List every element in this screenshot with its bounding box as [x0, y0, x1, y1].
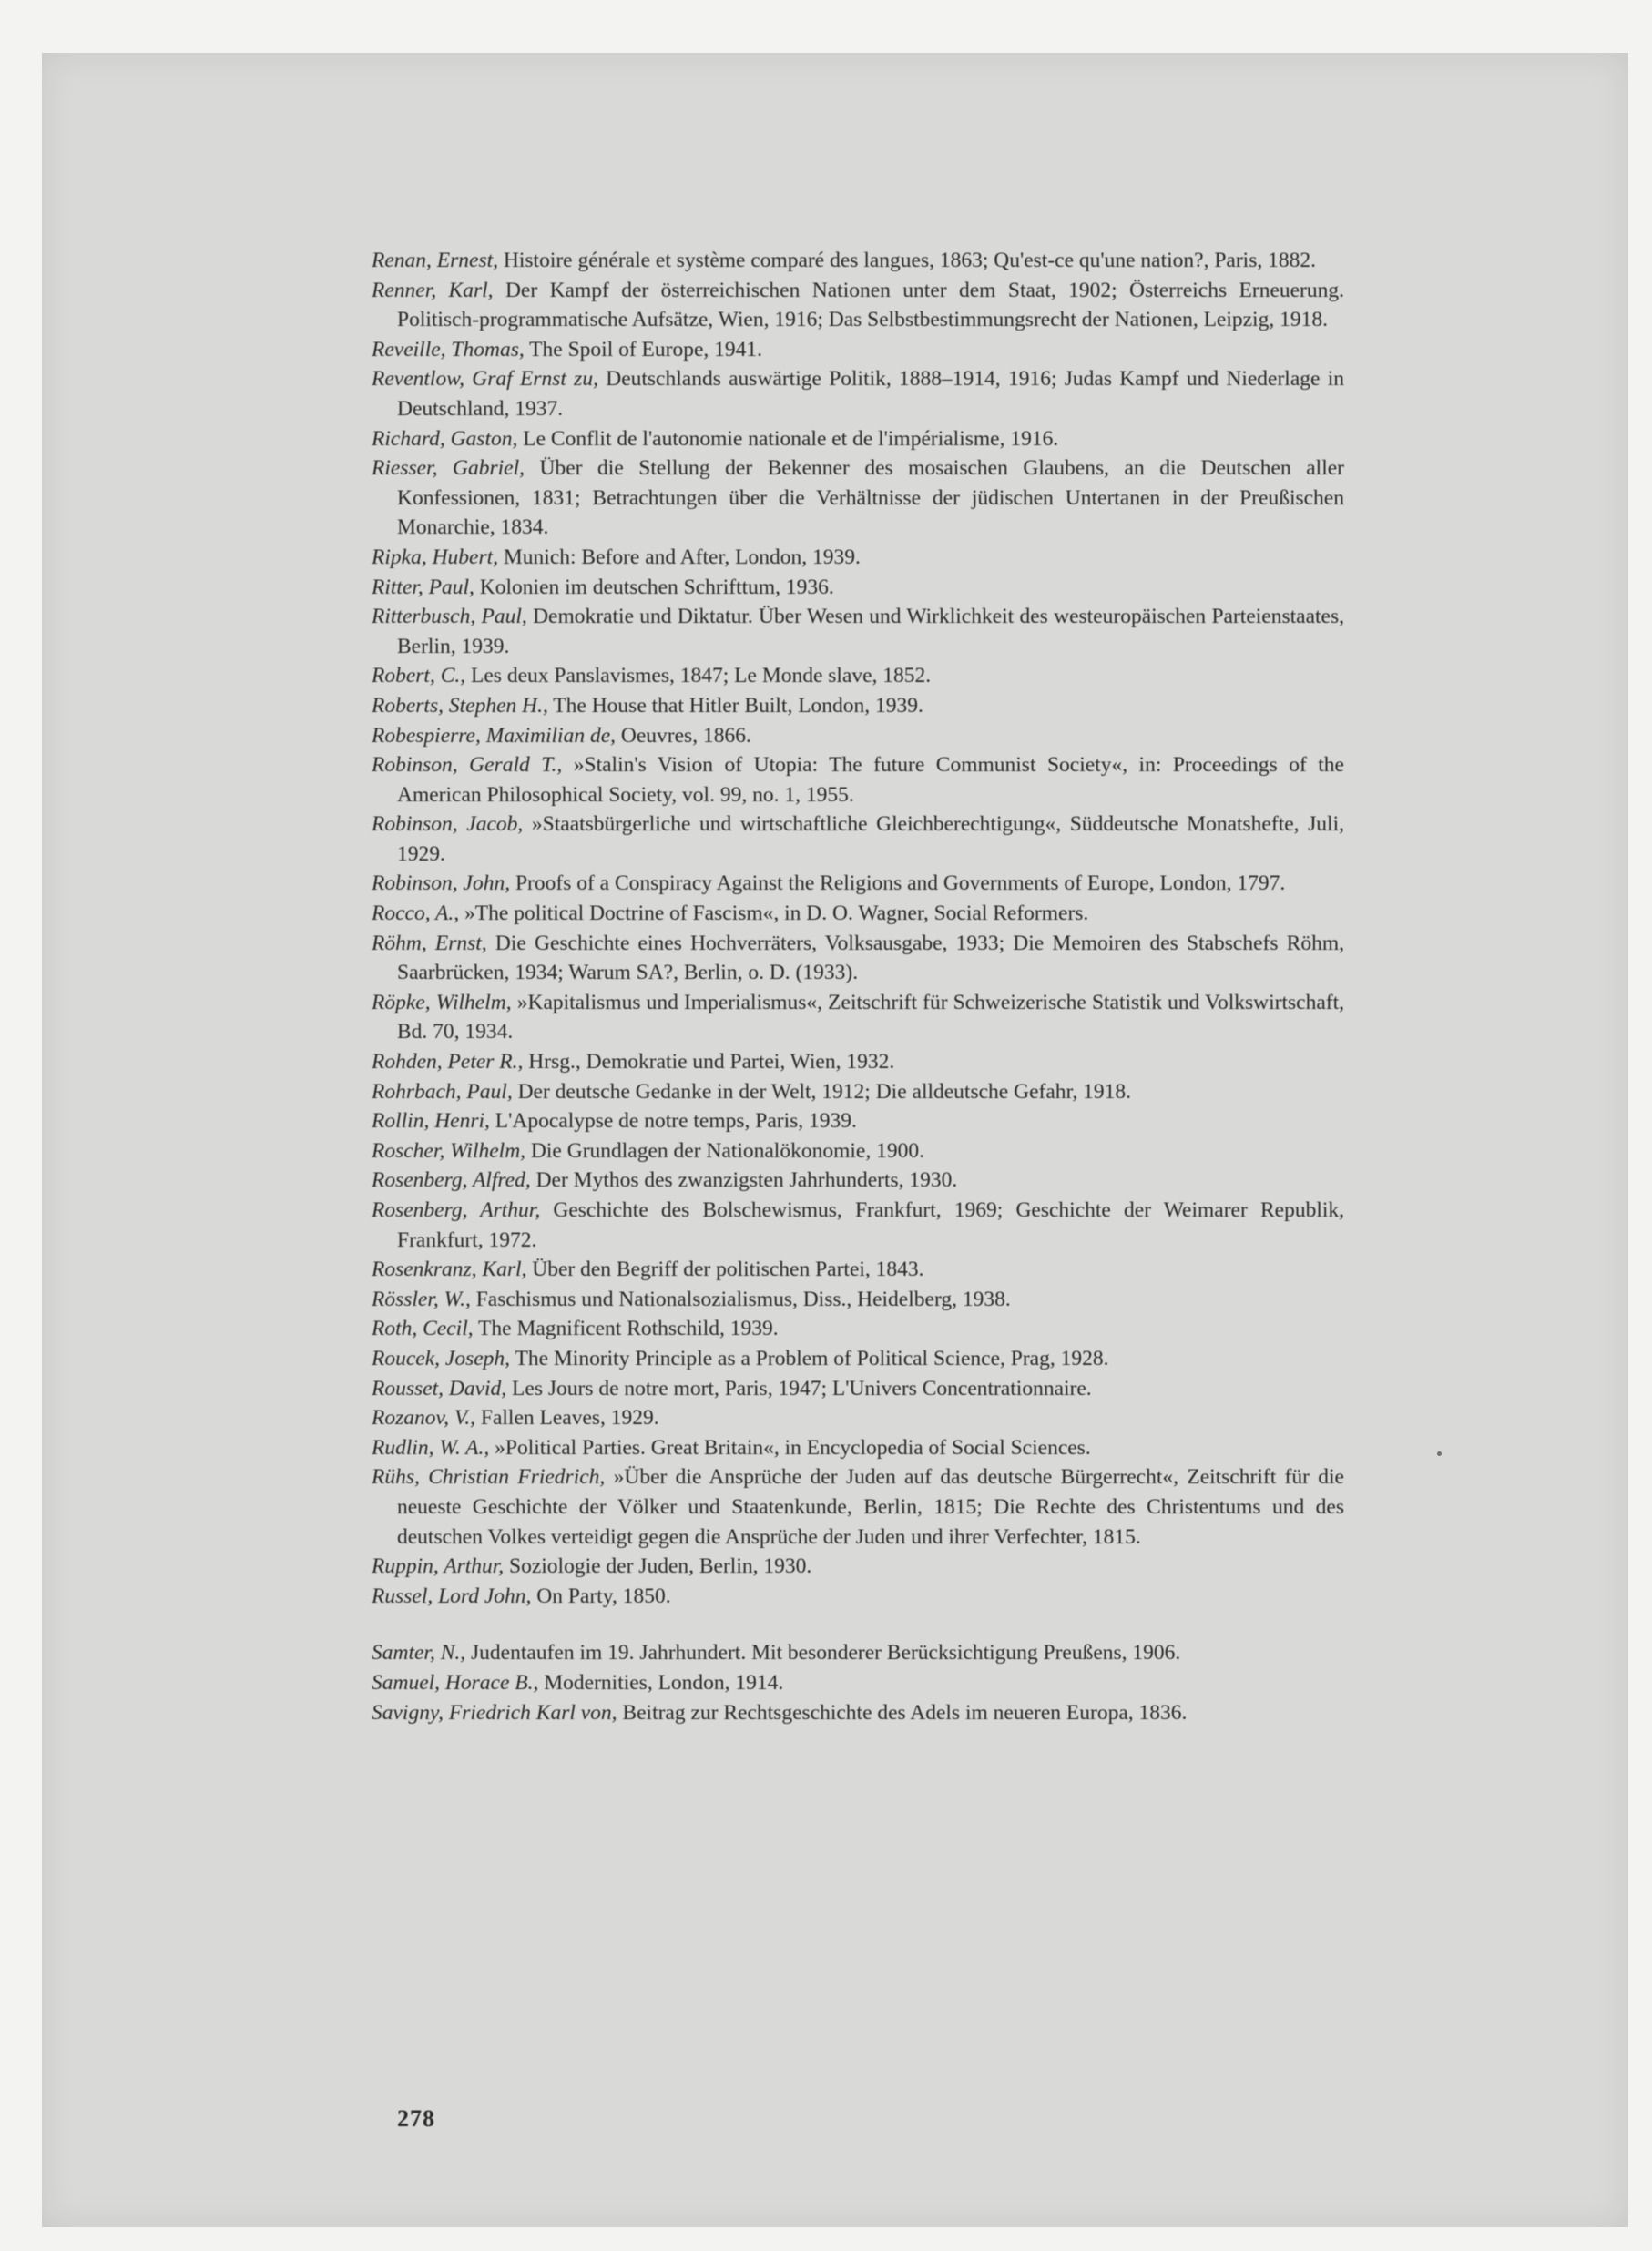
bib-author: Rudlin, W. A., — [372, 1435, 490, 1460]
bib-details: Der deutsche Gedanke in der Welt, 1912; Die alldeutsche Gefahr, 1918. — [512, 1079, 1132, 1104]
bib-author: Rohrbach, Paul, — [372, 1079, 513, 1104]
bib-details: Geschichte des Bolschewismus, Frankfurt, 1969; Geschichte der Weimarer Republik, Frankfurt, 1972. — [397, 1198, 1345, 1252]
bib-details: Soziologie der Juden, Berlin, 1930. — [504, 1554, 812, 1579]
bib-author: Savigny, Friedrich Karl von, — [372, 1700, 617, 1725]
bib-entry — [372, 929, 1344, 988]
bib-details: Über die Stellung der Bekenner des mosaischen Glaubens, an die Deutschen aller Konfessionen, 1831; Betrachtungen über die Verhältnisse der jüdischen Untertanen in der Preußischen Monarchie, 1834. — [397, 456, 1344, 540]
bib-author: Röhm, Ernst, — [372, 931, 487, 955]
bib-author: Samuel, Horace B., — [372, 1670, 539, 1695]
bib-details: »Staatsbürgerliche und wirtschaftliche Gleichberechtigung«, Süddeutsche Monatshefte, Juli, 1929. — [397, 812, 1344, 866]
bib-details: Der Mythos des zwanzigsten Jahrhunderts, 1930. — [530, 1168, 958, 1193]
bib-entry — [372, 899, 1344, 929]
bib-entry — [372, 1314, 1344, 1344]
bib-author: Rozanov, V., — [372, 1406, 476, 1431]
bib-details: Judentaufen im 19. Jahrhundert. Mit besonderer Berücksichtigung Preußens, 1906. — [465, 1641, 1181, 1665]
bib-author: Rosenberg, Arthur, — [372, 1198, 541, 1222]
bib-entry — [372, 721, 1344, 751]
bib-author: Russel, Lord John, — [372, 1584, 532, 1608]
bib-details: »Stalin's Vision of Utopia: The future Communist Society«, in: Proceedings of the American Philosophical Society, vol. 99, no. 1, 1955. — [397, 753, 1344, 807]
bib-entry — [372, 364, 1344, 423]
bib-details: Modernities, London, 1914. — [538, 1670, 784, 1695]
bib-details: »Kapitalismus und Imperialismus«, Zeitschrift für Schweizerische Statistik und Volkswirtschaft, Bd. 70, 1934. — [397, 990, 1344, 1044]
section-divider — [372, 1611, 1344, 1638]
bib-details: The Minority Principle as a Problem of Political Science, Prag, 1928. — [510, 1346, 1109, 1370]
bib-entry — [372, 453, 1344, 543]
bib-entry — [372, 1374, 1344, 1404]
bib-entry — [372, 1196, 1344, 1255]
bib-author: Ritterbusch, Paul, — [372, 605, 527, 629]
bib-entry — [372, 1136, 1344, 1166]
bib-details: Die Grundlagen der Nationalökonomie, 1900. — [525, 1138, 924, 1163]
bib-details: Proofs of a Conspiracy Against the Religions and Governments of Europe, London, 1797. — [510, 871, 1286, 896]
bib-author: Rosenkranz, Karl, — [372, 1258, 527, 1282]
bib-entry — [372, 543, 1344, 573]
bib-entry — [372, 1552, 1344, 1582]
bib-author: Rohden, Peter R., — [372, 1050, 524, 1075]
bib-details: Deutschlands auswärtige Politik, 1888–1914, 1916; Judas Kampf und Niederlage in Deutschland, 1937. — [397, 367, 1344, 421]
bib-author: Rousset, David, — [372, 1376, 507, 1401]
bib-entry — [372, 1255, 1344, 1285]
bib-author: Richard, Gaston, — [372, 426, 518, 451]
bib-details: Les deux Panslavismes, 1847; Le Monde slave, 1852. — [465, 664, 932, 688]
bib-entry — [372, 1285, 1344, 1315]
bib-details: Demokratie und Diktatur. Über Wesen und Wirklichkeit des westeuropäischen Parteienstaates, Berlin, 1939. — [397, 605, 1344, 658]
bib-entry — [372, 691, 1344, 721]
bib-details: Histoire générale et système comparé des langues, 1863; Qu'est-ce qu'une nation?, Paris, 1882. — [498, 249, 1316, 272]
bib-author: Roscher, Wilhelm, — [372, 1138, 526, 1163]
bib-author: Roberts, Stephen H., — [372, 693, 548, 718]
bib-entry — [372, 1047, 1344, 1077]
bib-author: Robinson, John, — [372, 871, 511, 896]
bib-details: Les Jours de notre mort, Paris, 1947; L'Univers Concentrationnaire. — [506, 1376, 1092, 1401]
bib-entry — [372, 988, 1344, 1047]
bib-author: Robinson, Jacob, — [372, 812, 524, 837]
bib-author: Rollin, Henri, — [372, 1109, 490, 1134]
bib-entry — [372, 1166, 1344, 1196]
bib-details: Die Geschichte eines Hochverräters, Volksausgabe, 1933; Die Memoiren des Stabschefs Röhm, Saarbrücken, 1934; Warum SA?, Berlin, o. D. (1933). — [397, 931, 1345, 985]
bib-entry — [372, 661, 1344, 691]
page-number: 278 — [397, 2105, 435, 2132]
bib-details: The Magnificent Rothschild, 1939. — [473, 1317, 779, 1341]
bib-author: Reveille, Thomas, — [372, 337, 525, 362]
bib-author: Renner, Karl, — [372, 278, 494, 302]
bib-author: Reventlow, Graf Ernst zu, — [372, 367, 598, 392]
bib-author: Robert, C., — [372, 664, 466, 688]
bib-entry — [372, 246, 1344, 276]
bib-details: Le Conflit de l'autonomie nationale et de l'impérialisme, 1916. — [517, 426, 1059, 451]
bib-author: Robespierre, Maximilian de, — [372, 723, 617, 748]
bib-details: »The political Doctrine of Fascism«, in D. O. Wagner, Social Reformers. — [459, 901, 1089, 926]
bib-entry — [372, 1077, 1344, 1107]
bib-author: Rössler, W., — [372, 1287, 471, 1311]
bib-author: Renan, Ernest, — [372, 249, 499, 272]
bib-details: Beitrag zur Rechtsgeschichte des Adels im neueren Europa, 1836. — [617, 1700, 1188, 1725]
bib-details: Munich: Before and After, London, 1939. — [498, 545, 861, 569]
bib-author: Rühs, Christian Friedrich, — [372, 1465, 606, 1490]
bib-entry — [372, 1698, 1344, 1728]
bib-author: Rosenberg, Alfred, — [372, 1168, 531, 1193]
bib-author: Samter, N., — [372, 1641, 466, 1665]
dust-speck — [1437, 1451, 1442, 1456]
bib-author: Röpke, Wilhelm, — [372, 990, 512, 1014]
bib-details: L'Apocalypse de notre temps, Paris, 1939. — [489, 1109, 857, 1134]
bib-details: Hrsg., Demokratie und Partei, Wien, 1932. — [523, 1050, 895, 1075]
bib-entry — [372, 1638, 1344, 1668]
bib-author: Riesser, Gabriel, — [372, 456, 525, 481]
bib-entry — [372, 424, 1344, 454]
bib-details: »Political Parties. Great Britain«, in Encyclopedia of Social Sciences. — [489, 1435, 1091, 1460]
bib-entry — [372, 1106, 1344, 1136]
bib-entry — [372, 869, 1344, 899]
bib-entry — [372, 1433, 1344, 1463]
bib-author: Roucek, Joseph, — [372, 1346, 511, 1370]
bib-author: Ripka, Hubert, — [372, 545, 499, 569]
bib-details: »Über die Ansprüche der Juden auf das deutsche Bürgerrecht«, Zeitschrift für die neueste Geschichte der Völker und Staatenkunde, Berlin, 1815; Die Rechte des Christentums und des deutschen Volkes verteidigt gegen die Ansprüche der Juden und ihrer Verfechter, 1815. — [397, 1465, 1344, 1549]
bib-details: The Spoil of Europe, 1941. — [524, 337, 763, 362]
bib-entry — [372, 750, 1344, 810]
bib-entry — [372, 276, 1344, 335]
bib-author: Robinson, Gerald T., — [372, 753, 563, 778]
bib-entry — [372, 1582, 1344, 1612]
bib-author: Rocco, A., — [372, 901, 460, 926]
bib-details: Oeuvres, 1866. — [616, 723, 751, 748]
bib-entry — [372, 335, 1344, 365]
bib-author: Roth, Cecil, — [372, 1317, 474, 1341]
bib-details: Kolonien im deutschen Schrifttum, 1936. — [474, 575, 834, 599]
bib-entry — [372, 810, 1344, 869]
bib-details: The House that Hitler Built, London, 1939. — [547, 693, 923, 718]
bib-entry — [372, 1403, 1344, 1433]
bib-author: Ritter, Paul, — [372, 575, 474, 599]
bib-entry — [372, 602, 1344, 661]
bib-entry — [372, 1668, 1344, 1698]
bib-entry — [372, 1344, 1344, 1374]
bibliography-text — [372, 246, 1344, 1727]
bib-entry — [372, 1462, 1344, 1552]
bib-details: Der Kampf der österreichischen Nationen unter dem Staat, 1902; Österreichs Erneuerung. Politisch-programmatische Aufsätze, Wien, 1916; Das Selbstbestimmungsrecht der Nationen, Leipzig, 1918. — [397, 278, 1345, 332]
bib-details: Fallen Leaves, 1929. — [475, 1406, 659, 1431]
bib-details: Faschismus und Nationalsozialismus, Diss., Heidelberg, 1938. — [470, 1287, 1011, 1311]
bib-details: Über den Begriff der politischen Partei, 1843. — [526, 1258, 924, 1282]
bib-author: Ruppin, Arthur, — [372, 1554, 505, 1579]
bib-details: On Party, 1850. — [531, 1584, 671, 1608]
bib-entry — [372, 573, 1344, 603]
